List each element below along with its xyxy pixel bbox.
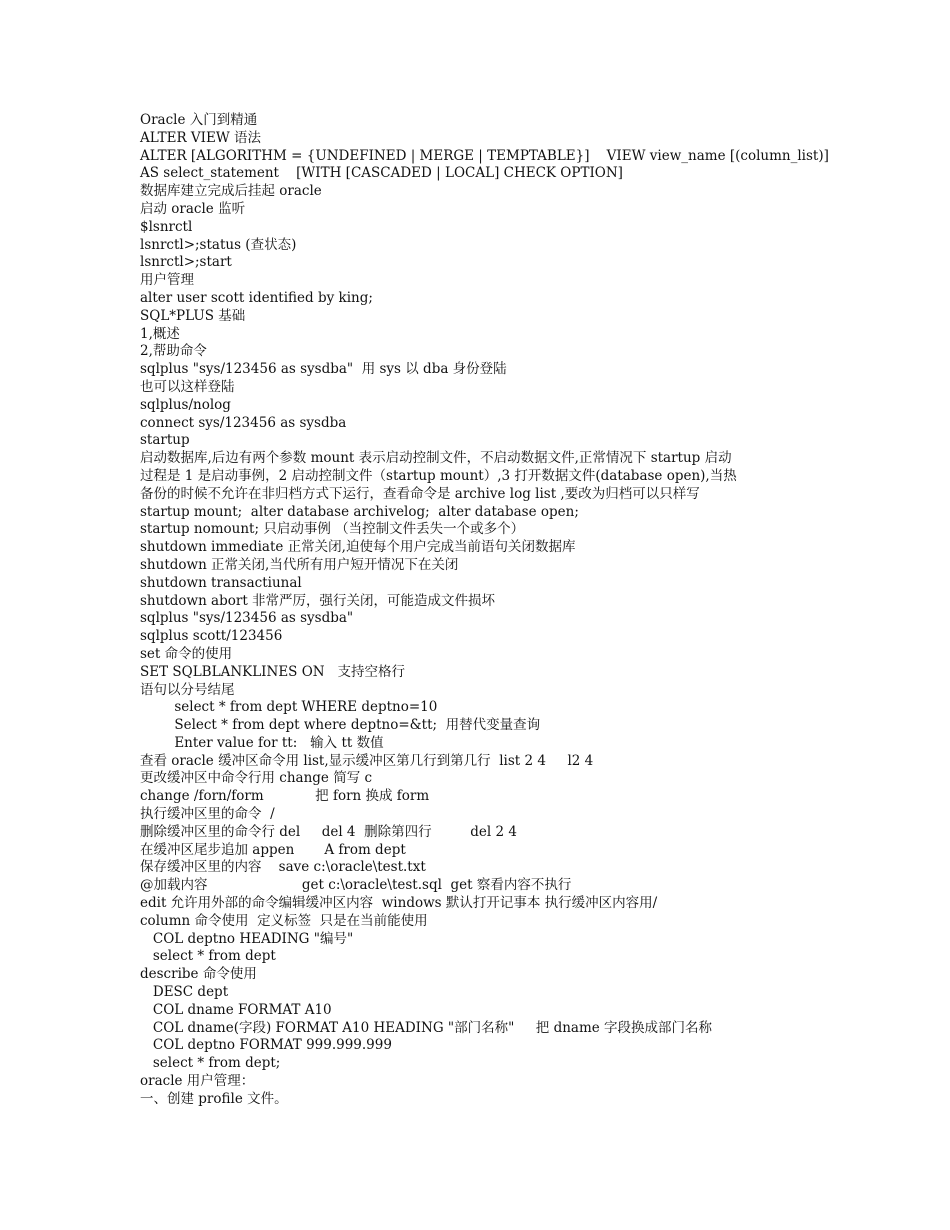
text-line: startup nomount; 只启动事例 （当控制文件丢失一个或多个） xyxy=(140,521,525,538)
text-line: sqlplus/nolog xyxy=(140,396,231,413)
text-line: Enter value for tt: 输入 tt 数值 xyxy=(140,734,384,751)
text-line: shutdown immediate 正常关闭,迫使每个用户完成当前语句关闭数据库 xyxy=(140,539,576,556)
text-line: COL dname FORMAT A10 xyxy=(140,1001,332,1018)
text-line: 启动数据库,后边有两个参数 mount 表示启动控制文件，不启动数据文件,正常情况下 startup 启动 xyxy=(140,450,732,467)
text-line: Select * from dept where deptno=&tt; 用替代变量查询 xyxy=(140,717,541,734)
text-line: shutdown transactiunal xyxy=(140,574,302,591)
text-line: 2,帮助命令 xyxy=(140,343,207,360)
document-page xyxy=(140,112,840,1109)
text-line: connect sys/123456 as sysdba xyxy=(140,414,347,431)
text-line: 数据库建立完成后挂起 oracle xyxy=(140,183,322,200)
text-line: shutdown 正常关闭,当代所有用户短开情况下在关闭 xyxy=(140,556,459,573)
text-line: SET SQLBLANKLINES ON 支持空格行 xyxy=(140,663,405,680)
text-line: 备份的时候不允许在非归档方式下运行，查看命令是 archive log list ,要改为归档可以只样写 xyxy=(140,485,700,502)
text-line: change /forn/form 把 forn 换成 form xyxy=(140,788,430,805)
text-line: 在缓冲区尾步追加 appen A from dept xyxy=(140,841,406,858)
text-line: 一、创建 profile 文件。 xyxy=(140,1090,288,1107)
text-line: column 命令使用 定义标签 只是在当前能使用 xyxy=(140,912,428,929)
text-line: COL dname(字段) FORMAT A10 HEADING "部门名称" 把 dname 字段换成部门名称 xyxy=(140,1019,713,1036)
text-line: 启动 oracle 监听 xyxy=(140,200,246,217)
text-line: 语句以分号结尾 xyxy=(140,681,235,698)
text-line: select * from dept xyxy=(140,948,276,965)
text-line: startup mount; alter database archivelog; alter database open; xyxy=(140,503,579,520)
text-line: @加载内容 get c:\oracle\test.sql get 察看内容不执行 xyxy=(140,877,572,894)
text-line: describe 命令使用 xyxy=(140,966,257,983)
text-line: 也可以这样登陆 xyxy=(140,378,235,395)
text-line: DESC dept xyxy=(140,984,229,1001)
text-line: ALTER VIEW 语法 xyxy=(140,129,262,146)
text-line: COL deptno FORMAT 999.999.999 xyxy=(140,1037,392,1054)
text-line: alter user scott identified by king; xyxy=(140,289,373,306)
text-line: edit 允许用外部的命令编辑缓冲区内容 windows 默认打开记事本 执行缓冲区内容用/ xyxy=(140,895,658,912)
text-line: $lsnrctl xyxy=(140,218,193,235)
text-line: set 命令的使用 xyxy=(140,645,233,662)
text-line: 过程是 1 是启动事例，2 启动控制文件（startup mount）,3 打开数据文件(database open),当热 xyxy=(140,467,737,484)
text-line: sqlplus "sys/123456 as sysdba" 用 sys 以 dba 身份登陆 xyxy=(140,361,507,378)
text-line: AS select_statement [WITH [CASCADED | LOCAL] CHECK OPTION] xyxy=(140,165,623,182)
text-line: sqlplus scott/123456 xyxy=(140,628,283,645)
text-line: shutdown abort 非常严厉，强行关闭，可能造成文件损坏 xyxy=(140,592,496,609)
text-line: 删除缓冲区里的命令行 del del 4 删除第四行 del 2 4 xyxy=(140,823,517,840)
text-line: COL deptno HEADING "编号" xyxy=(140,930,354,947)
text-line: 1,概述 xyxy=(140,325,180,342)
text-line: ALTER [ALGORITHM = {UNDEFINED | MERGE | TEMPTABLE}] VIEW view_name [(column_list)] xyxy=(140,147,829,164)
text-line: lsnrctl>;status (查状态) xyxy=(140,236,297,253)
text-line: 更改缓冲区中命令行用 change 简写 c xyxy=(140,770,373,787)
text-line: select * from dept WHERE deptno=10 xyxy=(140,699,438,716)
text-line: select * from dept; xyxy=(140,1055,281,1072)
text-line: oracle 用户管理： xyxy=(140,1073,255,1090)
text-line: 用户管理 xyxy=(140,272,194,289)
text-line: startup xyxy=(140,432,190,449)
text-line: 查看 oracle 缓冲区命令用 list,显示缓冲区第几行到第几行 list 2 4 l2 4 xyxy=(140,752,594,769)
text-line: lsnrctl>;start xyxy=(140,254,232,271)
text-line: sqlplus "sys/123456 as sysdba" xyxy=(140,610,354,627)
text-line: Oracle 入门到精通 xyxy=(140,112,258,128)
text-line: SQL*PLUS 基础 xyxy=(140,307,246,324)
text-line: 执行缓冲区里的命令 / xyxy=(140,806,275,823)
text-line: 保存缓冲区里的内容 save c:\oracle\test.txt xyxy=(140,859,426,876)
